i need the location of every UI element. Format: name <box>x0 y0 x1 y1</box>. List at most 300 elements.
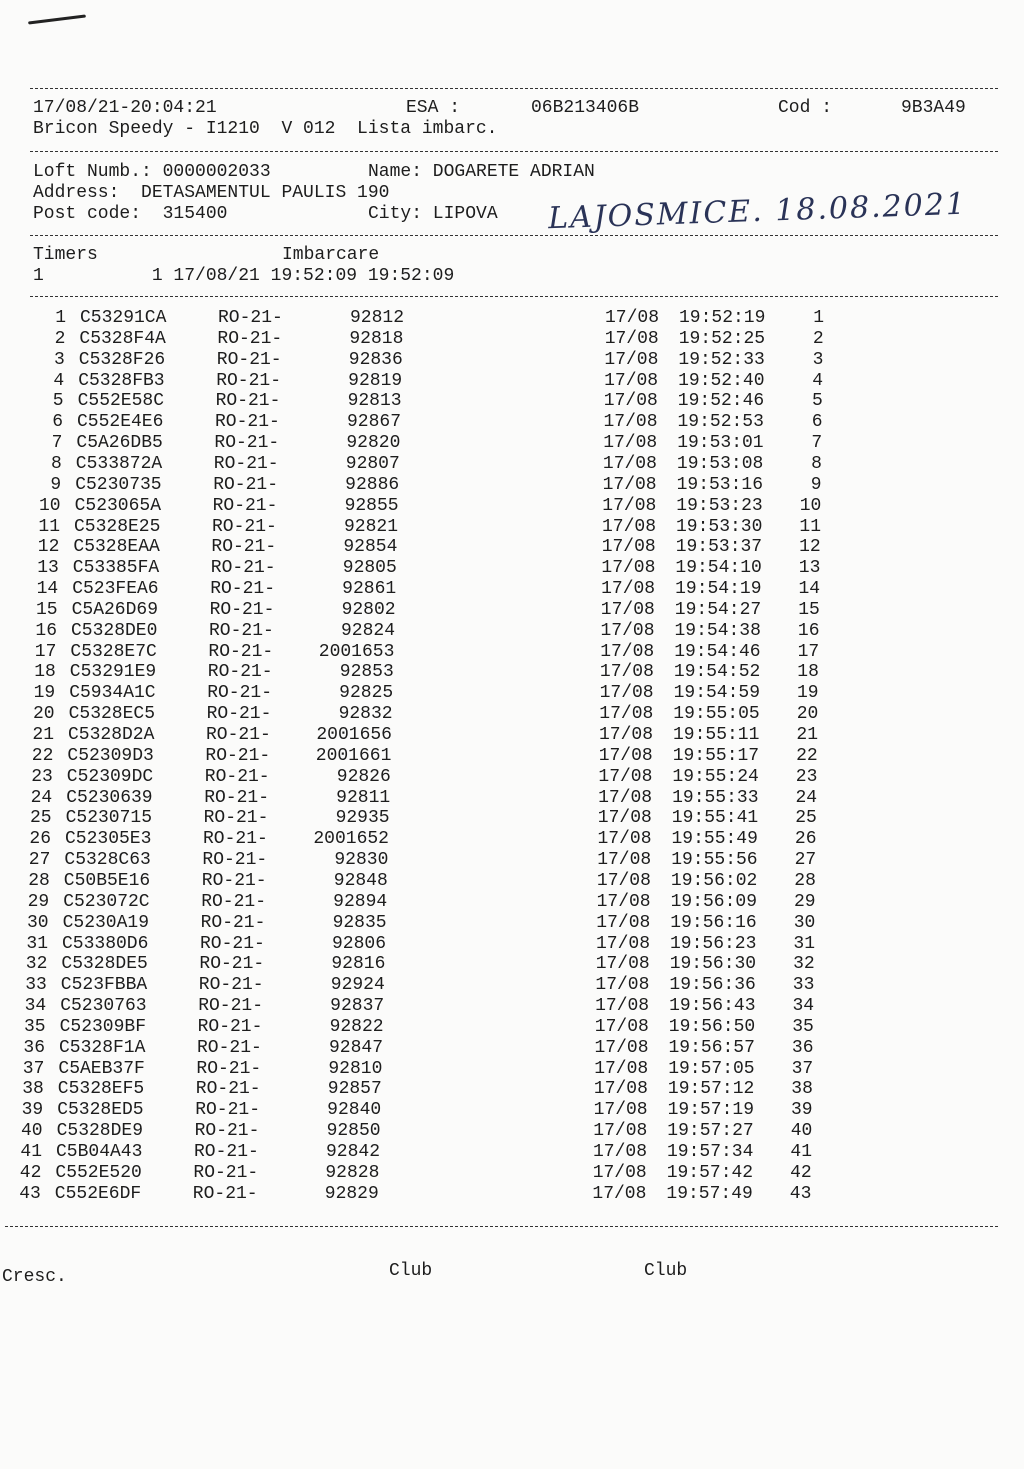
ring-number: 92842 <box>325 1142 380 1162</box>
bird-code: C53385FA <box>72 558 160 579</box>
ring-prefix: RO-21- <box>213 453 279 474</box>
timer-line: 1 1 17/08/21 19:52:09 19:52:09 <box>33 266 455 286</box>
arrival-date: 17/08 <box>605 308 660 328</box>
arrival-time: 19:55:33 <box>672 787 759 808</box>
arrival-date: 17/08 <box>603 391 658 412</box>
ring-prefix: RO-21- <box>206 725 271 745</box>
ring-prefix: RO-21- <box>195 1079 261 1100</box>
arrival-time: 19:53:08 <box>676 453 764 474</box>
divider <box>30 151 998 152</box>
ring-prefix: RO-21- <box>192 1183 258 1204</box>
ring-number: 92847 <box>328 1037 383 1058</box>
list-item <box>0 829 1024 850</box>
ring-number: 92924 <box>330 975 385 996</box>
list-item <box>0 975 1024 996</box>
ring-number: 92802 <box>341 599 396 620</box>
arrival-date: 17/08 <box>601 558 656 579</box>
list-item <box>0 579 1024 600</box>
arrival-position: 10 <box>799 495 822 516</box>
row-number: 34 <box>24 996 47 1017</box>
arrival-time: 19:54:27 <box>674 599 762 620</box>
bird-code: C5328FB3 <box>78 370 165 391</box>
arrival-time: 19:56:09 <box>670 891 758 912</box>
ring-prefix: RO-21- <box>213 474 278 495</box>
bird-code: C552E6DF <box>54 1183 142 1204</box>
arrival-date: 17/08 <box>595 975 650 996</box>
owner-address: Address: DETASAMENTUL PAULIS 190 <box>33 183 390 203</box>
arrival-date: 17/08 <box>602 516 657 537</box>
row-number: 28 <box>28 870 50 891</box>
arrival-time: 19:56:43 <box>669 996 756 1017</box>
owner-name: Name: DOGARETE ADRIAN <box>368 162 595 182</box>
ring-number: 92816 <box>331 954 386 975</box>
bird-code: C5A26D69 <box>71 599 159 620</box>
ring-number: 2001661 <box>315 745 392 766</box>
list-item <box>0 662 1024 683</box>
list-item <box>0 746 1024 767</box>
arrival-position: 12 <box>799 537 821 558</box>
arrival-position: 39 <box>790 1100 813 1121</box>
esa-value: 06B213406B <box>531 98 640 118</box>
club-label-2: Club <box>644 1261 688 1281</box>
list-item <box>0 558 1024 579</box>
list-item <box>0 725 1024 746</box>
bird-code: C5328EAA <box>73 537 160 558</box>
arrival-position: 21 <box>796 725 818 745</box>
ring-number: 92812 <box>349 308 404 328</box>
ring-prefix: RO-21- <box>203 829 268 850</box>
bird-code: C52309DC <box>66 766 154 787</box>
arrival-position: 2 <box>812 328 824 349</box>
divider <box>30 296 998 297</box>
ring-prefix: RO-21- <box>201 870 267 891</box>
arrival-time: 19:56:36 <box>669 975 756 996</box>
arrival-position: 36 <box>791 1037 814 1058</box>
arrival-time: 19:53:01 <box>677 433 764 454</box>
list-item <box>0 996 1024 1017</box>
arrival-time: 19:54:52 <box>673 662 761 683</box>
arrival-position: 15 <box>798 599 820 620</box>
row-number: 9 <box>50 474 62 495</box>
bird-code: C5328DE0 <box>71 620 158 641</box>
bird-code: C523065A <box>74 495 162 516</box>
ring-number: 92861 <box>342 579 397 600</box>
arrival-date: 17/08 <box>598 787 653 808</box>
arrival-time: 19:57:34 <box>667 1142 754 1162</box>
arrival-date: 17/08 <box>602 495 657 516</box>
row-number: 29 <box>27 891 50 912</box>
ring-prefix: RO-21- <box>206 704 272 725</box>
arrival-date: 17/08 <box>599 704 654 725</box>
ring-number: 92854 <box>343 537 398 558</box>
arrival-position: 31 <box>793 933 815 954</box>
list-item <box>0 517 1024 538</box>
ring-prefix: RO-21- <box>212 495 278 516</box>
ring-prefix: RO-21- <box>194 1121 260 1142</box>
row-number: 26 <box>29 829 51 850</box>
row-number: 5 <box>52 391 64 412</box>
bird-code: C5A26DB5 <box>76 433 163 454</box>
divider <box>30 235 998 236</box>
ring-number: 92811 <box>336 787 391 808</box>
handwritten-note: LAJOSMICE. 18.08.2021 <box>547 186 968 237</box>
arrival-time: 19:54:59 <box>673 683 761 704</box>
row-number: 4 <box>53 370 65 391</box>
arrival-date: 17/08 <box>594 1016 649 1037</box>
arrival-date: 17/08 <box>595 996 650 1017</box>
arrival-date: 17/08 <box>593 1121 648 1142</box>
pen-mark <box>28 14 86 24</box>
ring-number: 2001652 <box>313 829 389 850</box>
ring-number: 92824 <box>340 620 395 641</box>
arrival-time: 19:52:40 <box>678 370 765 391</box>
ring-prefix: RO-21- <box>208 641 274 662</box>
bird-code: C52309D3 <box>67 745 154 766</box>
list-item <box>0 412 1024 433</box>
bird-code: C523FBBA <box>60 975 148 996</box>
row-number: 17 <box>34 641 57 662</box>
arrival-time: 19:55:41 <box>671 808 759 829</box>
arrival-time: 19:56:23 <box>670 933 757 954</box>
bird-code: C5328DE9 <box>56 1121 144 1142</box>
list-item <box>0 1017 1024 1038</box>
list-item <box>0 391 1024 412</box>
row-number: 32 <box>25 954 48 975</box>
ring-number: 92894 <box>333 891 388 912</box>
row-number: 16 <box>35 620 57 641</box>
list-item <box>0 1184 1024 1205</box>
bird-code: C523FEA6 <box>72 579 159 600</box>
list-item <box>0 454 1024 475</box>
list-item <box>0 329 1024 350</box>
arrival-position: 27 <box>794 850 817 871</box>
arrival-date: 17/08 <box>604 349 659 370</box>
divider <box>30 88 998 89</box>
list-item <box>0 350 1024 371</box>
bird-code: C5328ED5 <box>57 1100 144 1121</box>
arrival-time: 19:56:50 <box>668 1016 756 1037</box>
row-number: 27 <box>28 850 51 871</box>
row-number: 43 <box>19 1183 41 1204</box>
bird-code: C5328C63 <box>64 850 151 871</box>
arrival-time: 19:55:17 <box>672 745 760 766</box>
arrival-time: 19:54:19 <box>675 579 762 600</box>
list-item <box>0 371 1024 392</box>
bird-code: C5230715 <box>65 808 153 829</box>
arrival-position: 1 <box>813 308 824 328</box>
cod-value: 9B3A49 <box>901 98 966 118</box>
ring-prefix: RO-21- <box>212 516 277 537</box>
arrival-time: 19:53:30 <box>676 516 763 537</box>
arrival-date: 17/08 <box>596 870 651 891</box>
arrival-position: 32 <box>793 954 815 975</box>
ring-prefix: RO-21- <box>210 579 275 600</box>
esa-label: ESA : <box>406 98 461 118</box>
list-item <box>0 934 1024 955</box>
arrival-position: 38 <box>791 1079 813 1100</box>
arrival-date: 17/08 <box>602 474 657 495</box>
ring-number: 92848 <box>333 870 388 891</box>
ring-prefix: RO-21- <box>197 1037 262 1058</box>
list-item <box>0 788 1024 809</box>
list-item <box>0 1142 1024 1163</box>
ring-number: 92821 <box>343 516 398 537</box>
bird-code: C552E58C <box>77 391 165 412</box>
arrival-position: 9 <box>810 474 822 495</box>
arrival-date: 17/08 <box>594 1037 649 1058</box>
list-item <box>0 913 1024 934</box>
arrival-time: 19:57:27 <box>667 1121 754 1142</box>
arrival-date: 17/08 <box>597 850 652 871</box>
arrival-position: 33 <box>792 975 815 996</box>
row-number: 42 <box>19 1162 42 1183</box>
arrival-position: 16 <box>797 620 820 641</box>
row-number: 31 <box>26 933 48 954</box>
arrival-position: 24 <box>795 787 818 808</box>
ring-prefix: RO-21- <box>207 662 273 683</box>
bird-code: C5328F4A <box>79 328 166 349</box>
bird-code: C5328D2A <box>68 725 155 745</box>
list-item <box>0 1163 1024 1184</box>
arrival-time: 19:56:30 <box>669 954 757 975</box>
row-number: 30 <box>26 912 49 933</box>
arrival-date: 17/08 <box>596 933 651 954</box>
list-item <box>0 1100 1024 1121</box>
arrival-date: 17/08 <box>598 766 653 787</box>
arrival-time: 19:52:25 <box>678 328 766 349</box>
ring-prefix: RO-21- <box>198 975 264 996</box>
arrival-time: 19:56:16 <box>670 912 757 933</box>
row-number: 3 <box>53 349 65 370</box>
arrival-date: 17/08 <box>593 1100 648 1121</box>
list-item <box>0 683 1024 704</box>
imbarcare-label: Imbarcare <box>282 245 380 265</box>
bird-code: C5230735 <box>75 474 162 495</box>
row-number: 7 <box>51 433 63 454</box>
arrival-position: 25 <box>795 808 817 829</box>
arrival-date: 17/08 <box>603 412 658 433</box>
row-number: 23 <box>31 766 53 787</box>
ring-prefix: RO-21- <box>210 558 276 579</box>
ring-prefix: RO-21- <box>204 766 270 787</box>
ring-number: 92830 <box>334 850 389 871</box>
bird-code: C5328E25 <box>74 516 161 537</box>
list-item <box>0 475 1024 496</box>
arrival-time: 19:54:10 <box>675 558 762 579</box>
arrival-time: 19:52:19 <box>679 308 766 328</box>
arrival-time: 19:53:37 <box>675 537 763 558</box>
ring-number: 92853 <box>339 662 394 683</box>
ring-prefix: RO-21- <box>197 1016 263 1037</box>
arrival-date: 17/08 <box>604 370 659 391</box>
arrival-date: 17/08 <box>596 891 651 912</box>
row-number: 11 <box>38 516 60 537</box>
row-number: 2 <box>54 328 66 349</box>
ring-number: 92867 <box>346 412 401 433</box>
ring-prefix: RO-21- <box>202 850 268 871</box>
ring-number: 92813 <box>347 391 402 412</box>
ring-number: 92886 <box>345 474 400 495</box>
row-number: 15 <box>35 599 58 620</box>
row-number: 18 <box>34 662 56 683</box>
ring-prefix: RO-21- <box>214 433 280 454</box>
ring-number: 92810 <box>328 1058 383 1079</box>
row-number: 41 <box>20 1142 42 1162</box>
list-item <box>0 1121 1024 1142</box>
club-label-1: Club <box>389 1261 433 1281</box>
bird-code: C52305E3 <box>65 829 152 850</box>
arrival-position: 37 <box>791 1058 814 1079</box>
row-number: 24 <box>30 787 53 808</box>
ring-number: 92837 <box>330 996 385 1017</box>
bird-code: C5934A1C <box>69 683 156 704</box>
arrival-time: 19:56:02 <box>670 870 758 891</box>
arrival-time: 19:57:19 <box>667 1100 755 1121</box>
arrival-position: 28 <box>794 870 816 891</box>
arrival-position: 19 <box>796 683 819 704</box>
row-number: 10 <box>38 495 61 516</box>
list-item <box>0 537 1024 558</box>
row-number: 1 <box>55 308 66 328</box>
ring-prefix: RO-21- <box>204 787 269 808</box>
row-number: 40 <box>20 1121 43 1142</box>
list-item <box>0 642 1024 663</box>
ring-number: 92832 <box>338 704 393 725</box>
ring-prefix: RO-21- <box>193 1162 259 1183</box>
ring-prefix: RO-21- <box>218 308 283 328</box>
row-number: 37 <box>22 1058 45 1079</box>
list-item <box>0 704 1024 725</box>
arrival-date: 17/08 <box>599 725 654 745</box>
arrival-date: 17/08 <box>600 641 655 662</box>
arrival-position: 8 <box>811 453 822 474</box>
row-number: 22 <box>31 745 54 766</box>
bird-code: C552E4E6 <box>77 412 164 433</box>
ring-number: 2001653 <box>318 641 395 662</box>
arrival-time: 19:57:49 <box>666 1183 753 1204</box>
ring-prefix: RO-21- <box>216 349 282 370</box>
arrival-position: 13 <box>798 558 821 579</box>
arrival-date: 17/08 <box>601 537 656 558</box>
list-item <box>0 767 1024 788</box>
ring-prefix: RO-21- <box>195 1100 260 1121</box>
arrival-date: 17/08 <box>602 453 657 474</box>
arrival-position: 6 <box>811 412 823 433</box>
cod-label: Cod : <box>778 98 833 118</box>
arrival-position: 20 <box>796 704 819 725</box>
arrival-time: 19:54:38 <box>674 620 761 641</box>
arrival-date: 17/08 <box>597 808 652 829</box>
row-number: 39 <box>21 1100 44 1121</box>
arrival-time: 19:52:46 <box>677 391 765 412</box>
arrival-date: 17/08 <box>597 829 652 850</box>
arrival-date: 17/08 <box>594 1058 649 1079</box>
arrival-time: 19:55:24 <box>672 766 759 787</box>
ring-prefix: RO-21- <box>215 391 281 412</box>
list-item <box>0 308 1024 329</box>
arrival-position: 40 <box>790 1121 813 1142</box>
bird-code: C5230A19 <box>62 912 150 933</box>
list-item <box>0 496 1024 517</box>
loft-number: Loft Numb.: 0000002033 <box>33 162 271 182</box>
arrival-time: 19:55:56 <box>671 850 758 871</box>
arrival-date: 17/08 <box>601 579 656 600</box>
row-number: 13 <box>37 558 59 579</box>
ring-number: 92828 <box>325 1162 380 1183</box>
ring-prefix: RO-21- <box>198 996 263 1017</box>
ring-number: 92855 <box>344 495 399 516</box>
row-number: 6 <box>52 412 63 433</box>
list-item <box>0 850 1024 871</box>
ring-number: 92850 <box>326 1121 381 1142</box>
row-number: 38 <box>22 1079 44 1100</box>
row-number: 14 <box>36 579 59 600</box>
arrival-position: 22 <box>796 745 818 766</box>
arrival-position: 42 <box>790 1162 812 1183</box>
list-item <box>0 433 1024 454</box>
row-number: 35 <box>23 1016 46 1037</box>
bird-code: C552E520 <box>55 1162 142 1183</box>
arrival-date: 17/08 <box>592 1183 647 1204</box>
ring-number: 2001656 <box>316 725 392 745</box>
list-item <box>0 892 1024 913</box>
cresc-label: Cresc. <box>2 1267 67 1287</box>
ring-number: 92805 <box>342 558 397 579</box>
list-item <box>0 871 1024 892</box>
ring-number: 92819 <box>348 370 403 391</box>
ring-number: 92807 <box>345 453 400 474</box>
arrival-date: 17/08 <box>600 599 655 620</box>
bird-code: C5328F1A <box>59 1037 146 1058</box>
row-number: 12 <box>37 537 60 558</box>
arrival-position: 35 <box>792 1016 814 1037</box>
arrival-date: 17/08 <box>599 662 654 683</box>
arrival-time: 19:53:16 <box>676 474 764 495</box>
list-item <box>0 954 1024 975</box>
arrival-date: 17/08 <box>604 328 659 349</box>
ring-number: 92935 <box>335 808 390 829</box>
arrival-date: 17/08 <box>599 683 654 704</box>
arrival-time: 19:57:42 <box>666 1162 754 1183</box>
bird-code: C53380D6 <box>62 933 149 954</box>
row-number: 19 <box>33 683 56 704</box>
row-number: 36 <box>23 1037 45 1058</box>
arrival-position: 43 <box>789 1183 812 1204</box>
ring-number: 92818 <box>349 328 404 349</box>
arrival-position: 7 <box>811 433 823 454</box>
header-datetime: 17/08/21-20:04:21 <box>33 98 217 118</box>
bird-code: C5328E7C <box>70 641 157 662</box>
row-number: 8 <box>50 453 62 474</box>
ring-number: 92840 <box>327 1100 382 1121</box>
arrival-time: 19:55:49 <box>671 829 758 850</box>
ring-number: 92829 <box>324 1183 379 1204</box>
arrival-position: 26 <box>794 829 817 850</box>
row-number: 21 <box>32 725 54 745</box>
arrival-date: 17/08 <box>600 620 655 641</box>
ring-prefix: RO-21- <box>203 808 269 829</box>
arrival-date: 17/08 <box>596 912 651 933</box>
bird-code: C52309BF <box>59 1016 147 1037</box>
arrival-position: 34 <box>792 996 815 1017</box>
arrival-position: 41 <box>790 1142 812 1162</box>
row-number: 25 <box>29 808 52 829</box>
ring-number: 92806 <box>331 933 386 954</box>
list-item <box>0 1059 1024 1080</box>
bird-code: C50B5E16 <box>63 870 151 891</box>
ring-prefix: RO-21- <box>209 599 275 620</box>
bird-code: C523072C <box>63 891 150 912</box>
